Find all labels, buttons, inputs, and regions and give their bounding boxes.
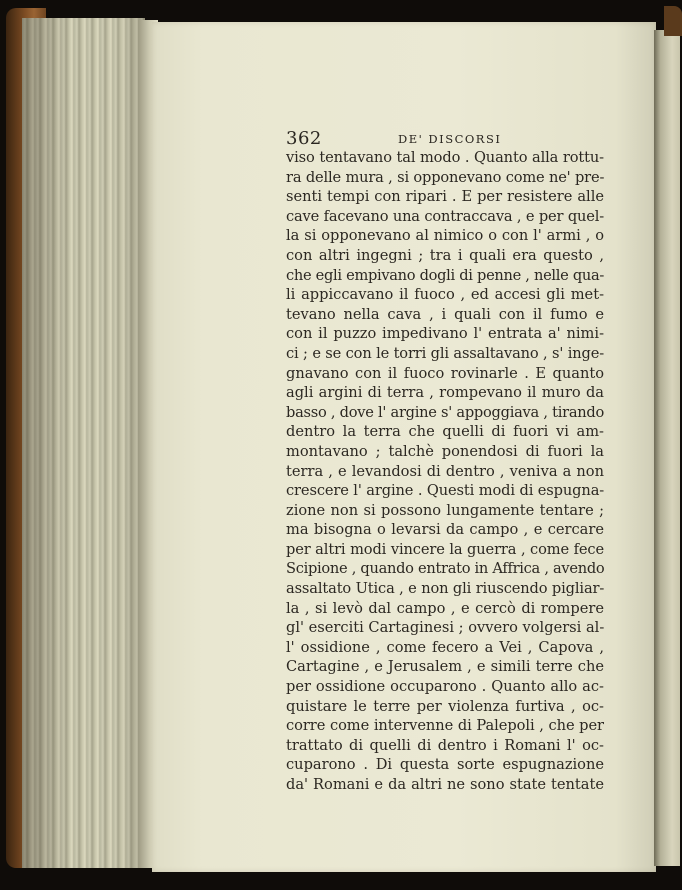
text-line: zione non si possono lungamente tentare ;	[286, 501, 604, 519]
text-line: l' ossidione , come fecero a Vei , Capova ,	[286, 638, 604, 656]
text-line: per ossidione occuparono . Quanto allo ac-	[286, 678, 604, 696]
text-line: cuparono . Di questa sorte espugnazione	[286, 756, 604, 774]
text-line: per altri modi vincere la guerra , come fece	[286, 540, 604, 558]
text-line: ma bisogna o levarsi da campo , e cercare	[286, 521, 604, 539]
text-line: ci ; e se con le torri gli assaltavano , s' inge-	[286, 344, 605, 362]
text-line: che egli empivano dogli di penne , nelle qua-	[286, 266, 604, 284]
text-line: la si opponevano al nimico o con l' armi , o	[286, 227, 604, 245]
text-line: senti tempi con ripari . E per resistere alle	[286, 188, 604, 206]
text-line: con il puzzo impedivano l' entrata a' nimi-	[286, 325, 604, 343]
page-edge-shading	[22, 18, 144, 868]
page-number: 362	[286, 128, 322, 149]
text-line: corre come intervenne di Palepoli , che per	[286, 717, 604, 735]
text-line: cave facevano una contraccava , e per quel-	[286, 207, 604, 225]
text-line: trattato di quelli di dentro i Romani l' oc-	[286, 736, 604, 754]
text-line: con altri ingegni ; tra i quali era questo ,	[286, 246, 604, 264]
text-line: quistare le terre per violenza furtiva , oc-	[286, 697, 604, 715]
running-head: DE' DISCORSI	[398, 132, 502, 146]
text-line: li appiccavano il fuoco , ed accesi gli met-	[286, 286, 604, 304]
text-line: gl' eserciti Cartaginesi ; ovvero volgersi al-	[286, 619, 605, 637]
text-line: gnavano con il fuoco rovinarle . E quanto	[286, 364, 604, 382]
text-line: agli argini di terra , rompevano il muro da	[286, 384, 604, 402]
text-line: viso tentavano tal modo . Quanto alla rottu-	[286, 149, 604, 166]
text-line: montavano ; talchè ponendosi di fuori la	[286, 442, 604, 460]
text-line: basso , dove l' argine s' appoggiava , tirando	[286, 403, 605, 421]
facing-page-edge	[654, 30, 680, 866]
text-line: dentro la terra che quelli di fuori vi am-	[286, 423, 604, 441]
text-line: ra delle mura , si opponevano come ne' pre-	[286, 168, 605, 186]
text-line: tevano nella cava , i quali con il fumo e	[286, 305, 604, 323]
text-line: terra , e levandosi di dentro , veniva a non	[286, 462, 604, 480]
text-line: assaltato Utica , e non gli riuscendo pigliar-	[286, 580, 605, 598]
text-line: Cartagine , e Jerusalem , e simili terre che	[286, 658, 604, 676]
binding-corner	[664, 6, 682, 36]
text-line: da' Romani e da altri ne sono state tentate	[286, 776, 604, 793]
text-line: la , si levò dal campo , e cercò di rompere	[286, 599, 604, 617]
text-line: Scipione , quando entrato in Affrica , avendo	[286, 560, 605, 578]
body-text	[286, 148, 604, 795]
text-line: crescere l' argine . Questi modi di espugna-	[286, 482, 605, 500]
